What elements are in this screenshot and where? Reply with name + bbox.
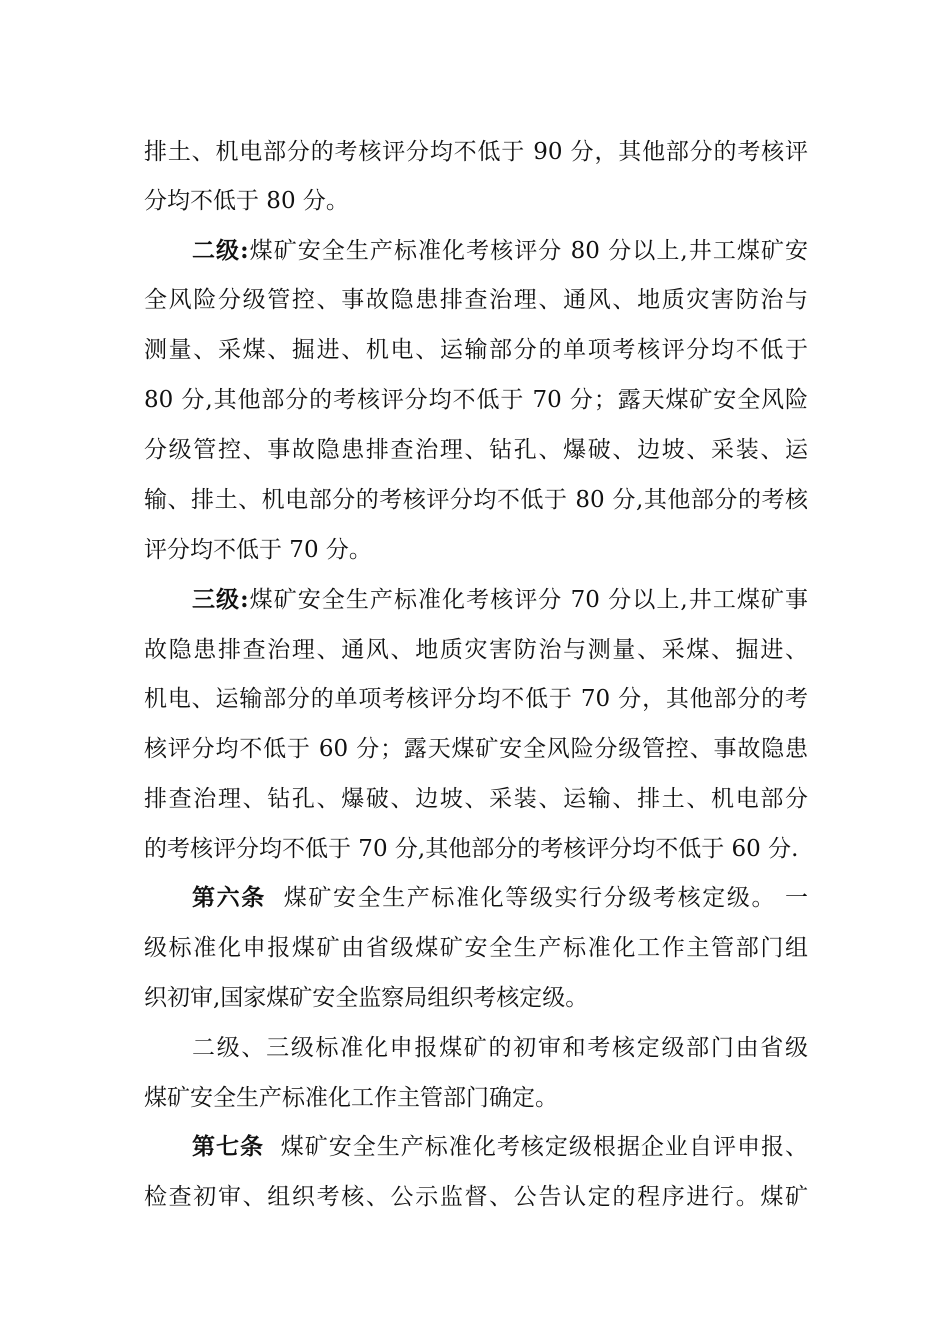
text-line: 级标准化申报煤矿由省级煤矿安全生产标准化工作主管部门组 [144, 935, 808, 961]
level-2-label: 二级: [192, 237, 249, 264]
text-line: 煤矿安全生产标准化考核评分 80 分以上,井工煤矿安 [248, 238, 808, 264]
text-line: 的考核评分均不低于 70 分,其他部分的考核评分均不低于 60 分. [144, 836, 799, 862]
text-line: 输、排土、机电部分的考核评分均不低于 80 分,其他部分的考核 [144, 487, 808, 513]
text-line: 二级、三级标准化申报煤矿的初审和考核定级部门由省级 [192, 1035, 808, 1061]
level-3-label: 三级: [192, 586, 249, 613]
text-line: 检查初审、组织考核、公示监督、公告认定的程序进行。煤矿 [144, 1184, 808, 1210]
text-line: 分级管控、事故隐患排查治理、钻孔、爆破、边坡、采装、运 [144, 437, 808, 463]
text-line: 排查治理、钻孔、爆破、边坡、采装、运输、排土、机电部分 [144, 786, 808, 812]
text-line: 分均不低于 80 分。 [144, 188, 349, 214]
article-6-label: 第六条 [192, 884, 266, 911]
text-line: 故隐患排查治理、通风、地质灾害防治与测量、采煤、掘进、 [144, 637, 808, 663]
text-line: 80 分,其他部分的考核评分均不低于 70 分；露天煤矿安全风险 [144, 387, 808, 413]
text-line: 测量、采煤、掘进、机电、运输部分的单项考核评分均不低于 [144, 337, 808, 363]
text-line: 煤矿安全生产标准化考核定级根据企业自评申报、 [280, 1134, 808, 1160]
paragraph-article-7 [192, 1132, 808, 1162]
paragraph-level-2 [192, 236, 808, 266]
paragraph-level-3 [192, 585, 808, 615]
text-line: 评分均不低于 70 分。 [144, 537, 372, 563]
text-line: 煤矿安全生产标准化等级实行分级考核定级。 一 [283, 885, 808, 911]
article-7-label: 第七条 [192, 1133, 265, 1160]
text-line: 核评分均不低于 60 分；露天煤矿安全风险分级管控、事故隐患 [144, 736, 808, 762]
text-line: 排土、机电部分的考核评分均不低于 90 分，其他部分的考核评 [144, 139, 808, 165]
text-line: 机电、运输部分的单项考核评分均不低于 70 分，其他部分的考 [144, 686, 808, 712]
text-line: 全风险分级管控、事故隐患排查治理、通风、地质灾害防治与 [144, 287, 808, 313]
text-line: 煤矿安全生产标准化考核评分 70 分以上,井工煤矿事 [248, 587, 808, 613]
text-line: 织初审,国家煤矿安全监察局组织考核定级。 [144, 985, 589, 1011]
text-line: 煤矿安全生产标准化工作主管部门确定。 [144, 1085, 558, 1111]
paragraph-article-6 [192, 883, 808, 913]
